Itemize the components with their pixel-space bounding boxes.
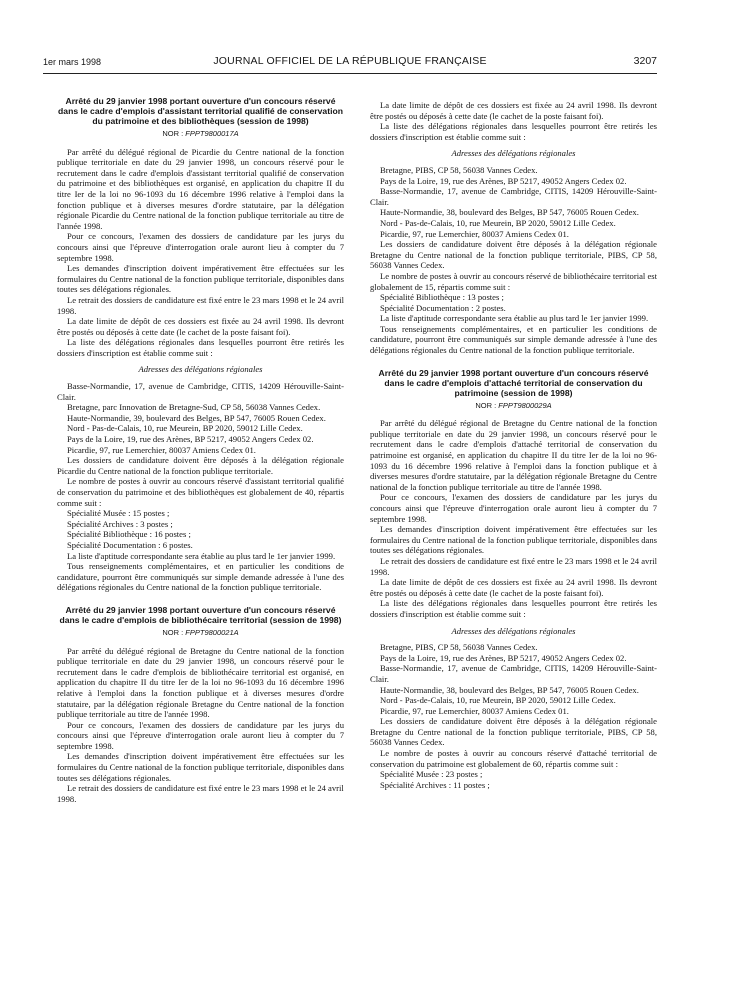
poste-item: Spécialité Archives : 3 postes ; — [67, 518, 173, 529]
paragraph: Les dossiers de candidature doivent être déposés à la délégation régionale Picardie du Centre national de la fonction publique territoriale. — [57, 455, 344, 476]
nor-label: NOR : — [475, 400, 497, 410]
header-date: 1er mars 1998 — [43, 57, 102, 67]
address-item: Nord - Pas-de-Calais, 10, rue Meurein, BP 2020, 59012 Lille Cedex. — [380, 217, 616, 228]
paragraph: Le nombre de postes à ouvrir au concours réservé de bibliothécaire territorial est globalement de 15, répartis comme suit : — [370, 270, 657, 292]
addresses-heading: Adresses des délégations régionales — [451, 148, 576, 159]
paragraph: Par arrêté du délégué régional de Picardie du Centre national de la fonction publique territoriale en date du 29 janvier 1998, un concours réservé pour le recrutement dans le cadre d'emplois d'assistant territorial qualifié de conservation du patrimoine et des bibliothèques est organisé, en application du chapitre II du titre Ier de la loi no 96-1093 du 16 décembre 1996 relative à l'emploi dans la fonction publique et à diverses mesures d'ordre statutaire, par la délégation régionale Picardie du Centre national de la fonction publique territoriale au titre de l'année 1998. — [57, 146, 344, 231]
nor-reference — [370, 401, 657, 412]
journal-title: JOURNAL OFFICIEL DE LA RÉPUBLIQUE FRANÇAISE — [213, 55, 487, 67]
article-title: Arrêté du 29 janvier 1998 portant ouverture d'un concours réservé dans le cadre d'emplois d'attaché territorial de conservation du patrimoine (session de 1998) — [378, 367, 649, 398]
article-bibliothecaire — [57, 605, 344, 805]
address-item: Haute-Normandie, 38, boulevard des Belges, BP 547, 76005 Rouen Cedex. — [380, 207, 639, 218]
poste-item: Spécialité Musée : 23 postes ; — [380, 769, 483, 780]
poste-item: Spécialité Documentation : 6 postes. — [67, 539, 193, 550]
address-item: Pays de la Loire, 19, rue des Arènes, BP 5217, 49052 Angers Cedex 02. — [67, 434, 314, 445]
address-item: Pays de la Loire, 19, rue des Arènes, BP 5217, 49052 Angers Cedex 02. — [380, 175, 627, 186]
address-item: Basse-Normandie, 17, avenue de Cambridge, CITIS, 14209 Hérouville-Saint-Clair. — [370, 663, 657, 684]
article-title: Arrêté du 29 janvier 1998 portant ouverture d'un concours réservé dans le cadre d'emplois d'assistant territorial qualifié de conservation du patrimoine et des bibliothèques (session de 1998) — [58, 96, 343, 126]
paragraph: Le nombre de postes à ouvrir au concours réservé d'assistant territorial qualifié de conservation du patrimoine et des bibliothèques est globalement de 40, répartis comme suit : — [57, 476, 344, 508]
paragraph: Par arrêté du délégué régional de Bretagne du Centre national de la fonction publique territoriale en date du 29 janvier 1998, un concours réservé pour le recrutement dans le cadre d'emplois de bibliothécaire territorial est organisé, en application du chapitre II du titre Ier de la loi no 96-1093 du 16 décembre 1996 relative à l'emploi dans la fonction publique et à diverses mesures d'ordre statutaire, par la délégation régionale Bretagne du Centre national de la fonction publique territoriale au titre de l'année 1998. — [57, 645, 344, 720]
address-item: Picardie, 97, rue Lemerchier, 80037 Amiens Cedex 01. — [380, 228, 569, 239]
paragraph: La liste des délégations régionales dans lesquelles pourront être retirés les dossiers d'inscription est établie comme suit : — [57, 337, 344, 358]
address-item: Picardie, 97, rue Lemerchier, 80037 Amiens Cedex 01. — [380, 705, 569, 716]
paragraph: Tous renseignements complémentaires, et en particulier les conditions de candidature, pourront être communiqués sur simple demande adressée à l'une des délégations régionales du Centre national de la fonction publique territoriale. — [57, 561, 344, 593]
address-item: Basse-Normandie, 17, avenue de Cambridge, CITIS, 14209 Hérouville-Saint-Clair. — [57, 381, 344, 402]
paragraph: La date limite de dépôt de ces dossiers est fixée au 24 avril 1998. Ils devront être postés ou déposés à cette date (le cachet de la poste faisant foi). — [370, 100, 657, 121]
article-assistant-qualifie — [57, 96, 344, 593]
paragraph: Les dossiers de candidature doivent être déposés à la délégation régionale Bretagne du Centre national de la fonction publique territoriale, PIBS, CP 58, 56038 Vannes Cedex. — [370, 239, 657, 271]
addresses-heading: Adresses des délégations régionales — [451, 625, 576, 636]
article-title: Arrêté du 29 janvier 1998 portant ouverture d'un concours réservé dans le cadre d'emplois de bibliothécaire territorial (session de 1998) — [59, 604, 342, 625]
page-header — [43, 55, 657, 69]
nor-reference — [57, 628, 344, 639]
paragraph: La date limite de dépôt de ces dossiers est fixée au 24 avril 1998. Ils devront être postés ou déposés à cette date (le cachet de la poste faisant foi). — [370, 577, 657, 598]
paragraph: Le nombre de postes à ouvrir au concours réservé d'attaché territorial de conservation du patrimoine est globalement de 60, répartis comme suit : — [370, 748, 657, 769]
address-item: Nord - Pas-de-Calais, 10, rue Meurein, BP 2020, 59012 Lille Cedex. — [67, 423, 303, 434]
address-item: Haute-Normandie, 39, boulevard des Belges, BP 547, 76005 Rouen Cedex. — [67, 412, 326, 423]
paragraph: La liste d'aptitude correspondante sera établie au plus tard le 1er janvier 1999. — [380, 313, 649, 324]
paragraph: Le retrait des dossiers de candidature est fixé entre le 23 mars 1998 et le 24 avril 1998. — [370, 555, 657, 577]
paragraph: Pour ce concours, l'examen des dossiers de candidature par les jurys du concours ainsi que l'épreuve d'interrogation orale auront lieu à compter du 7 septembre 1998. — [57, 719, 344, 751]
paragraph: La date limite de dépôt de ces dossiers est fixée au 24 avril 1998. Ils devront être postés ou déposés à cette date (le cachet de la poste faisant foi). — [57, 316, 344, 337]
article-bibliothecaire-continued — [370, 100, 657, 356]
address-item: Bretagne, PIBS, CP 58, 56038 Vannes Cedex. — [380, 164, 538, 175]
poste-item: Spécialité Archives : 11 postes ; — [380, 779, 490, 790]
paragraph: Pour ce concours, l'examen des dossiers de candidature par les jurys du concours ainsi que l'épreuve d'interrogation orale auront lieu à compter du 7 septembre 1998. — [370, 492, 657, 524]
nor-code: FPPT9800021A — [185, 627, 239, 637]
address-item: Bretagne, PIBS, CP 58, 56038 Vannes Cedex. — [380, 642, 538, 653]
paragraph: Les demandes d'inscription doivent impérativement être effectuées sur les formulaires du Centre national de la fonction publique territoriale, disponibles dans toutes ses délégations régionales. — [370, 524, 657, 556]
page-number: 3207 — [633, 55, 657, 67]
nor-code: FPPT9800017A — [185, 129, 239, 138]
address-item: Haute-Normandie, 38, boulevard des Belges, BP 547, 76005 Rouen Cedex. — [380, 684, 639, 695]
paragraph: Les dossiers de candidature doivent être déposés à la délégation régionale Bretagne du Centre national de la fonction publique territoriale, PIBS, CP 58, 56038 Vannes Cedex. — [370, 716, 657, 748]
paragraph: Les demandes d'inscription doivent impérativement être effectuées sur les formulaires du Centre national de la fonction publique territoriale, disponibles dans toutes ses délégations régionales. — [57, 751, 344, 783]
paragraph: La liste d'aptitude correspondante sera établie au plus tard le 1er janvier 1999. — [67, 550, 336, 561]
address-item: Bretagne, parc Innovation de Bretagne-Sud, CP 58, 56038 Vannes Cedex. — [67, 402, 321, 413]
paragraph: Par arrêté du délégué régional de Bretagne du Centre national de la fonction publique territoriale en date du 29 janvier 1998, un concours réservé pour le recrutement dans le cadre d'emplois d'attaché territorial de conservation du patrimoine est organisé, en application du chapitre II du titre Ier de la loi no 96-1093 du 16 décembre 1996 relative à l'emploi dans la fonction publique et à diverses mesures d'ordre statutaire, par la délégation régionale Bretagne du Centre national de la fonction publique territoriale au titre de l'année 1998. — [370, 418, 657, 492]
poste-item: Spécialité Musée : 15 postes ; — [67, 508, 170, 519]
right-column — [370, 100, 657, 790]
paragraph: Les demandes d'inscription doivent impérativement être effectuées sur les formulaires du Centre national de la fonction publique territoriale, disponibles dans toutes ses délégations régionales. — [57, 263, 344, 295]
paragraph: La liste des délégations régionales dans lesquelles pourront être retirés les dossiers d'inscription est établie comme suit : — [370, 598, 657, 619]
addresses-heading: Adresses des délégations régionales — [138, 364, 263, 375]
address-item: Basse-Normandie, 17, avenue de Cambridge, CITIS, 14209 Hérouville-Saint-Clair. — [370, 186, 657, 207]
nor-label: NOR : — [162, 627, 184, 637]
paragraph: Tous renseignements complémentaires, et en particulier les conditions de candidature, pourront être communiqués sur simple demande adressée à l'une des délégations régionales du Centre national de la fonction publique territoriale. — [370, 323, 657, 356]
paragraph: Pour ce concours, l'examen des dossiers de candidature par les jurys du concours ainsi que l'épreuve d'interrogation orale auront lieu à compter du 7 septembre 1998. — [57, 231, 344, 263]
address-item: Nord - Pas-de-Calais, 10, rue Meurein, BP 2020, 59012 Lille Cedex. — [380, 695, 616, 706]
left-column — [57, 96, 344, 804]
paragraph: Le retrait des dossiers de candidature est fixé entre le 23 mars 1998 et le 24 avril 1998. — [57, 783, 344, 804]
nor-code: FPPT9800029A — [498, 400, 552, 410]
header-rule — [43, 73, 657, 74]
address-item: Pays de la Loire, 19, rue des Arènes, BP 5217, 49052 Angers Cedex 02. — [380, 652, 627, 663]
article-attache-conservation — [370, 368, 657, 791]
nor-reference — [57, 129, 344, 140]
address-item: Picardie, 97, rue Lemerchier, 80037 Amiens Cedex 01. — [67, 444, 256, 455]
nor-label: NOR : — [162, 129, 184, 138]
poste-item: Spécialité Bibliothèque : 16 postes ; — [67, 529, 191, 540]
paragraph: La liste des délégations régionales dans lesquelles pourront être retirés les dossiers d'inscription est établie comme suit : — [370, 121, 657, 142]
poste-item: Spécialité Documentation : 2 postes. — [380, 302, 506, 313]
paragraph: Le retrait des dossiers de candidature est fixé entre le 23 mars 1998 et le 24 avril 1998. — [57, 294, 344, 316]
poste-item: Spécialité Bibliothèque : 13 postes ; — [380, 292, 504, 303]
